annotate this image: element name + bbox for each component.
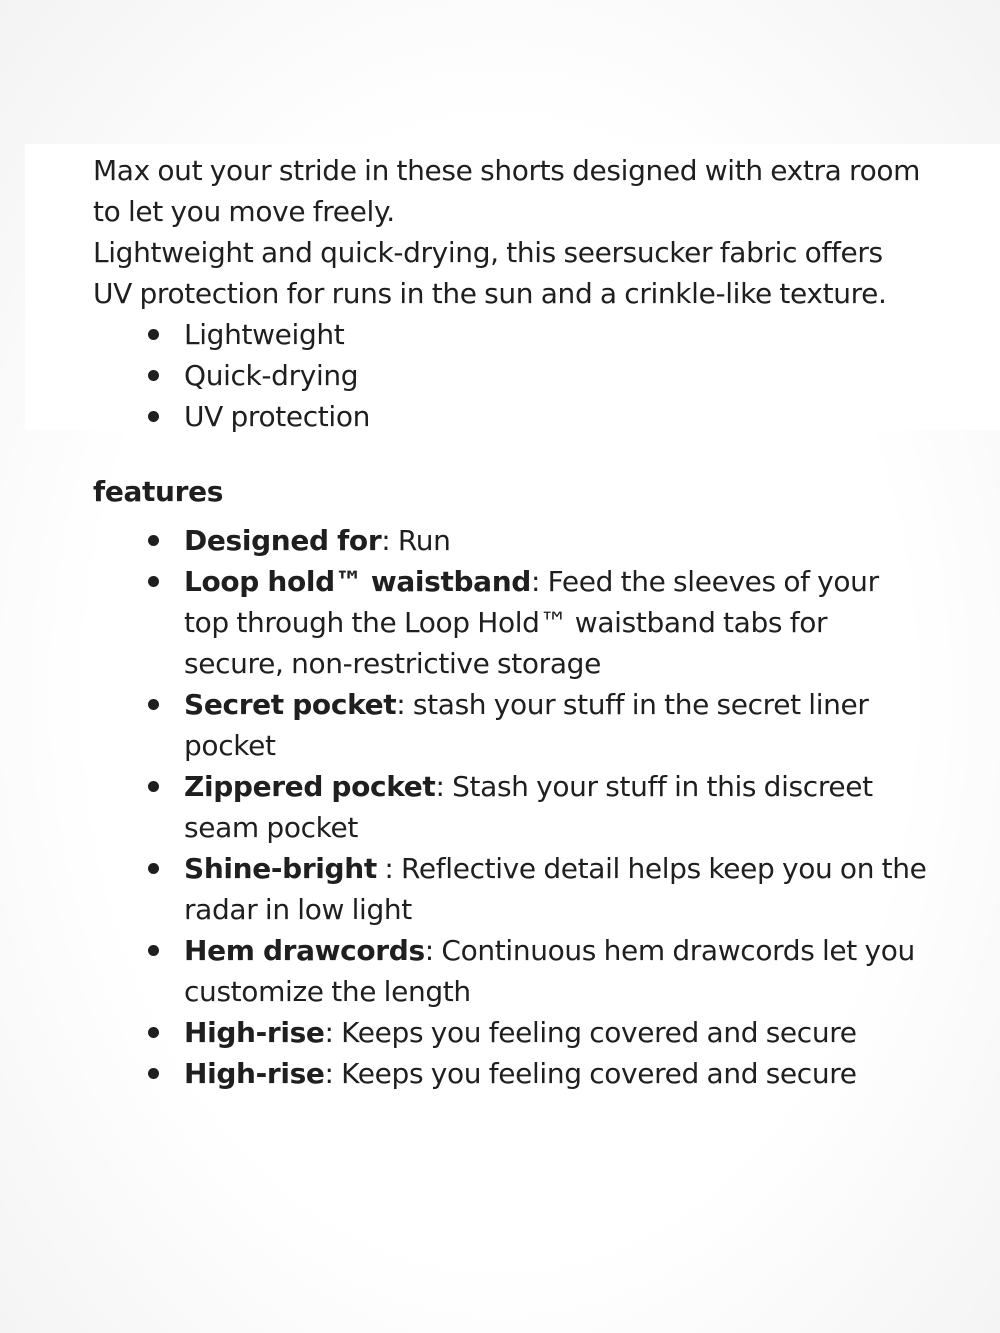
benefit-item-quick-drying: Quick-drying — [93, 355, 928, 396]
features-section — [93, 471, 928, 1094]
feature-name: Loop hold™ waistband — [184, 565, 531, 598]
feature-name: Secret pocket — [184, 688, 397, 721]
feature-description: : Stash your stuff in this discreet seam pocket — [184, 770, 873, 844]
benefit-item-lightweight: Lightweight — [93, 314, 928, 355]
feature-item-secret-pocket — [93, 684, 928, 766]
feature-name: Hem drawcords — [184, 934, 425, 967]
feature-description: : stash your stuff in the secret liner pocket — [184, 688, 869, 762]
feature-name: Designed for — [184, 524, 382, 557]
feature-description: : Feed the sleeves of your top through the Loop Hold™ waistband tabs for secure, non-restrictive storage — [184, 565, 879, 680]
feature-item-shine-bright — [93, 848, 928, 930]
feature-item-hem-drawcords — [93, 930, 928, 1012]
benefit-item-uv-protection: UV protection — [93, 396, 928, 437]
feature-list — [93, 520, 928, 1094]
feature-name: Shine-bright — [184, 852, 377, 885]
feature-item-high-rise-duplicate — [93, 1053, 928, 1094]
feature-description: : Keeps you feeling covered and secure — [324, 1016, 857, 1049]
feature-name: High-rise — [184, 1057, 325, 1090]
benefit-list — [93, 314, 928, 437]
product-description-content — [93, 150, 928, 1094]
feature-item-high-rise — [93, 1012, 928, 1053]
feature-item-zippered-pocket — [93, 766, 928, 848]
product-description — [93, 150, 928, 437]
feature-description: : Run — [381, 524, 451, 557]
feature-description: : Reflective detail helps keep you on the radar in low light — [184, 852, 927, 926]
feature-name: Zippered pocket — [184, 770, 436, 803]
description-paragraph-2: Lightweight and quick-drying, this seersucker fabric offers UV protection for runs in the sun and a crinkle-like texture. — [93, 236, 887, 310]
feature-item-loop-hold-waistband — [93, 561, 928, 684]
feature-name: High-rise — [184, 1016, 325, 1049]
feature-item-designed-for — [93, 520, 928, 561]
feature-description: : Keeps you feeling covered and secure — [324, 1057, 857, 1090]
feature-description: : Continuous hem drawcords let you customize the length — [184, 934, 915, 1008]
features-heading: features — [93, 475, 224, 508]
description-paragraph-1: Max out your stride in these shorts designed with extra room to let you move freely. — [93, 154, 921, 228]
